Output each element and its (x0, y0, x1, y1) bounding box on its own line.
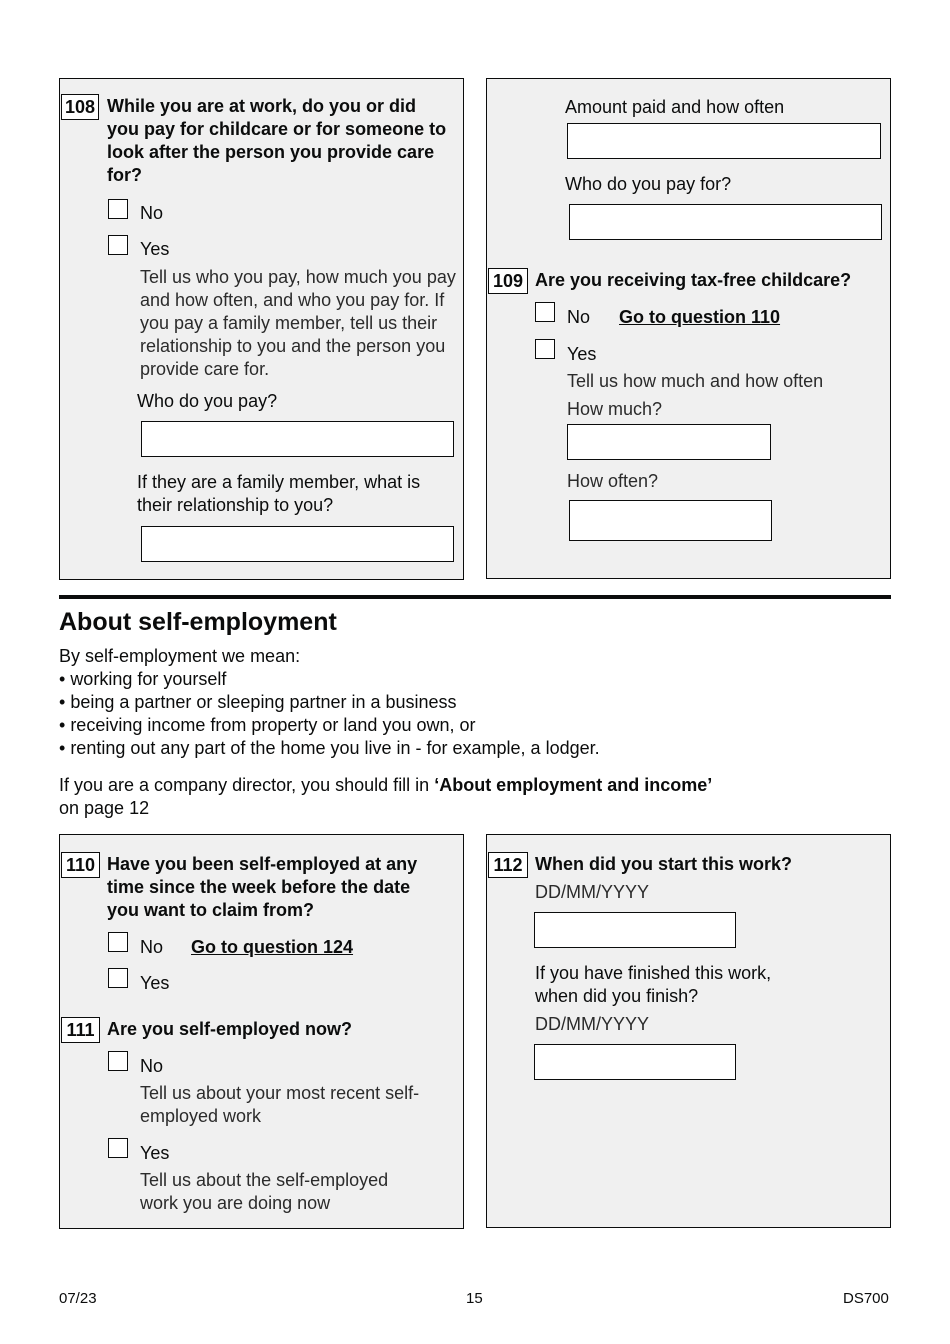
option-label: Yes (140, 239, 170, 259)
finish-date-input[interactable] (534, 1044, 736, 1080)
q110-yes-checkbox[interactable] (108, 968, 128, 988)
option-label: No (567, 307, 591, 327)
amount-label: Amount paid and how often (565, 97, 785, 117)
relationship-input[interactable] (141, 526, 454, 562)
option-label: No (140, 203, 164, 223)
pay-for-label: Who do you pay for? (565, 174, 732, 194)
who-do-you-pay-input[interactable] (141, 421, 454, 457)
how-often-label: How often? (567, 471, 659, 491)
q109-no-checkbox[interactable] (535, 302, 555, 322)
finish-label: If you have finished this work, when did you finish? (535, 963, 772, 1006)
question-text: When did you start this work? (535, 854, 793, 874)
option-label: No (140, 937, 164, 957)
question-text: Are you receiving tax-free childcare? (535, 270, 852, 290)
q110-no-checkbox[interactable] (108, 932, 128, 952)
how-often-input[interactable] (569, 500, 772, 541)
how-much-label: How much? (567, 399, 663, 419)
start-date-input[interactable] (534, 912, 736, 948)
footer-page-number: 15 (466, 1290, 483, 1307)
bullet-item: • renting out any part of the home you live in - for example, a lodger. (59, 738, 600, 758)
option-label: No (140, 1056, 164, 1076)
section-title: About self-employment (59, 608, 337, 636)
q112-panel (486, 834, 891, 1228)
amount-paid-input[interactable] (567, 123, 881, 159)
goto-question-110-link[interactable]: Go to question 110 (619, 307, 781, 327)
q108-q109-panel (486, 78, 891, 579)
footer-form-code: DS700 (843, 1290, 889, 1307)
q108-panel (59, 78, 464, 580)
q109-yes-checkbox[interactable] (535, 339, 555, 359)
footer-date: 07/23 (59, 1290, 97, 1307)
bullet-item: • receiving income from property or land you own, or (59, 715, 476, 735)
q111-no-checkbox[interactable] (108, 1051, 128, 1071)
yes-hint: Tell us how much and how often (567, 371, 824, 391)
director-note-suffix: on page 12 (59, 798, 150, 818)
how-much-input[interactable] (567, 424, 771, 460)
question-text: Have you been self-employed at any time since the week before the date you want to claim from? (107, 854, 418, 920)
relationship-label: If they are a family member, what is their relationship to you? (137, 472, 421, 515)
section-divider (59, 595, 891, 599)
option-label: Yes (140, 973, 170, 993)
q108-yes-checkbox[interactable] (108, 235, 128, 255)
section-intro: By self-employment we mean: (59, 646, 301, 666)
question-text: Are you self-employed now? (107, 1019, 353, 1039)
question-number: 111 (61, 1017, 100, 1043)
yes-hint: Tell us about the self-employed work you are doing now (140, 1170, 389, 1213)
no-hint: Tell us about your most recent self-employed work (140, 1083, 420, 1126)
date-format-hint: DD/MM/YYYY (535, 1014, 650, 1034)
goto-question-124-link[interactable]: Go to question 124 (191, 937, 354, 957)
who-do-you-pay-for-input[interactable] (569, 204, 882, 240)
option-label: Yes (140, 1143, 170, 1163)
question-number: 110 (61, 852, 100, 878)
question-number: 109 (488, 268, 528, 294)
question-number: 112 (488, 852, 528, 878)
question-number: 108 (61, 94, 99, 120)
bullet-item: • working for yourself (59, 669, 227, 689)
yes-hint: Tell us who you pay, how much you pay and how often, and who you pay for. If you pay a family member, tell us their relationship to you and the person you provide care for. (140, 267, 456, 379)
date-format-hint: DD/MM/YYYY (535, 882, 650, 902)
director-note: If you are a company director, you should fill in ‘About employment and income’ (59, 775, 713, 795)
question-text: While you are at work, do you or did you pay for childcare or for someone to look after the person you provide care for? (107, 96, 447, 185)
q108-no-checkbox[interactable] (108, 199, 128, 219)
option-label: Yes (567, 344, 597, 364)
q111-yes-checkbox[interactable] (108, 1138, 128, 1158)
who-label: Who do you pay? (137, 391, 278, 411)
q110-q111-panel (59, 834, 464, 1229)
bullet-item: • being a partner or sleeping partner in a business (59, 692, 457, 712)
